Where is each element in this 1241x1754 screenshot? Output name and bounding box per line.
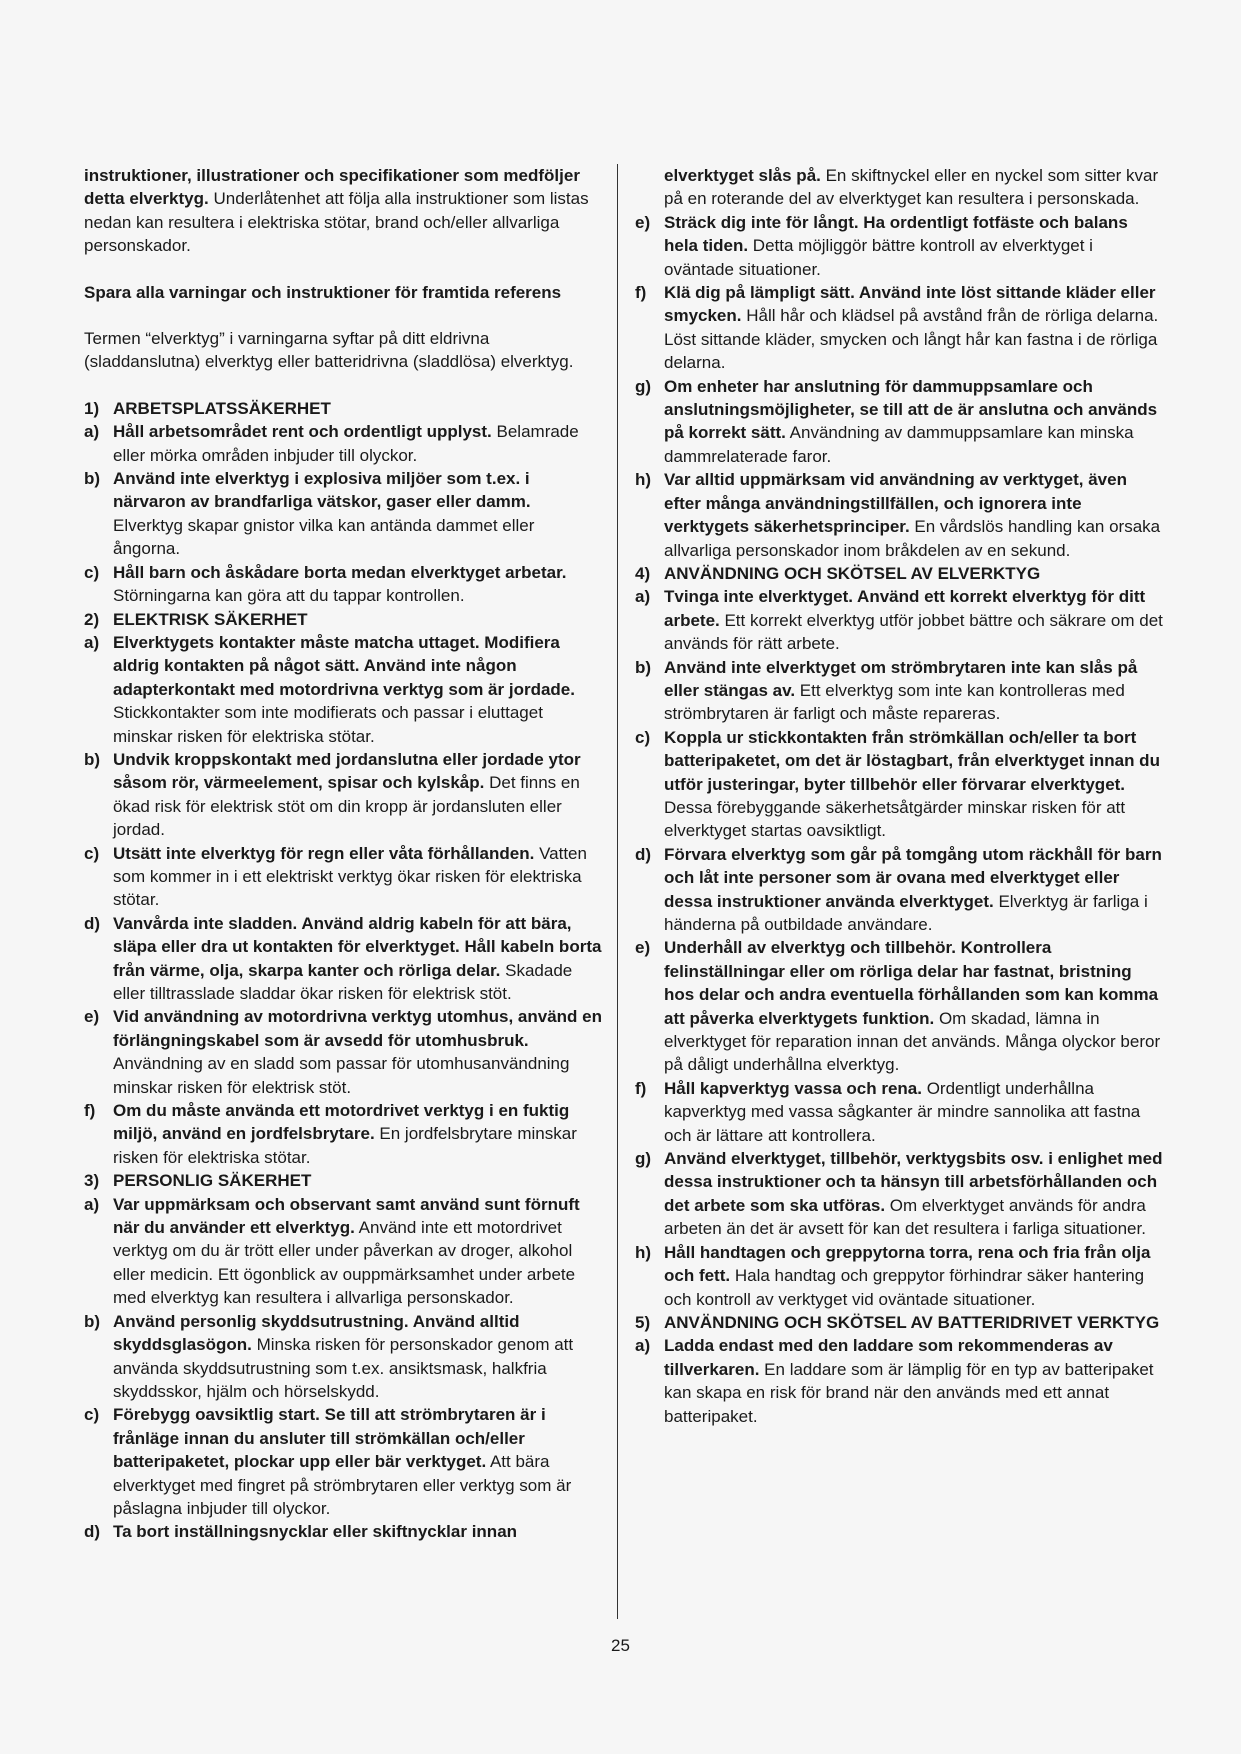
list-item: a) Ladda endast med den laddare som rekommenderas av tillverkaren. En laddare som är lämplig för en typ av batteripaket kan skapa en risk för brand när den används med ett annat batteripaket.	[635, 1336, 1154, 1426]
save-heading: Spara alla varningar och instruktioner för framtida referens	[84, 282, 562, 302]
column-divider	[617, 164, 618, 1619]
list-item: h) Håll handtagen och greppytorna torra, rena och fria från olja och fett. Hala handtag och greppytor förhindrar säker hantering och kontroll av verktyget vid oväntade situationer.	[635, 1242, 1151, 1309]
list-item: f) Håll kapverktyg vassa och rena. Ordentligt underhållna kapverktyg med vassa sågkanter är mindre sannolika att fastna och är lättare att kontrollera.	[635, 1078, 1141, 1145]
list-item-continued: elverktyget slås på. En skiftnyckel eller en nyckel som sitter kvar på en roterande del av elverktyget kan resultera i personskada.	[664, 166, 1159, 209]
list-item: d) Förvara elverktyg som går på tomgång utom räckhåll för barn och låt inte personer som är ovana med elverktyget eller dessa instruktioner använda elverktyget. Elverktyg är farliga i händerna på outbildade användare.	[635, 844, 1162, 934]
list-item: b) Använd inte elverktyget om strömbrytaren inte kan slås på eller stängas av. Ett elverktyg som inte kan kontrolleras med strömbrytaren är farligt och måste repareras.	[635, 657, 1138, 724]
list-item: c) Förebygg oavsiktlig start. Se till att strömbrytaren är i frånläge innan du ansluter till strömkällan och/eller batteripaketet, plockar upp eller bär verktyget. Att bära elverktyget med fingret på strömbrytaren eller verktyg som är påslagna inbjuder till olyckor.	[84, 1405, 572, 1518]
list-item: d) Ta bort inställningsnycklar eller skiftnycklar innan	[84, 1522, 518, 1542]
section-heading-3: 3) PERSONLIG SÄKERHET	[84, 1171, 312, 1191]
intro-paragraph: instruktioner, illustrationer och specifikationer som medföljer detta elverktyg. Underlåtenhet att följa alla instruktioner som listas nedan kan resultera i elektriska stötar, brand och/eller allvarliga personskador.	[84, 166, 589, 256]
list-item: h) Var alltid uppmärksam vid användning av verktyget, även efter många användningstillfällen, och ignorera inte verktygets säkerhetsprinciper. En vårdslös handling kan orsaka allvarliga personskador inom bråkdelen av en sekund.	[635, 470, 1161, 560]
left-column	[84, 164, 604, 1544]
section-heading-1: 1) ARBETSPLATSSÄKERHET	[84, 398, 331, 418]
list-item: a) Tvinga inte elverktyget. Använd ett korrekt elverktyg för ditt arbete. Ett korrekt elverktyg utför jobbet bättre och säkrare om det används för rätt arbete.	[635, 587, 1163, 654]
list-item: a) Var uppmärksam och observant samt använd sunt förnuft när du använder ett elverktyg. Använd inte ett motordrivet verktyg om du är trött eller under påverkan av droger, alkohol eller medicin. Ett ögonblick av ouppmärksamhet under arbete med elverktyg kan resultera i allvarliga personskador.	[84, 1194, 580, 1308]
list-item: g) Använd elverktyget, tillbehör, verktygsbits osv. i enlighet med dessa instruktioner och ta hänsyn till arbetsförhållanden och det arbete som ska utföras. Om elverktyget används för andra arbeten än det är avsett för kan det resultera i farliga situationer.	[635, 1149, 1163, 1239]
list-item: c) Utsätt inte elverktyg för regn eller våta förhållanden. Vatten som kommer in i ett elektriskt verktyg ökar risken för elektriska stötar.	[84, 843, 587, 910]
list-item: a) Elverktygets kontakter måste matcha uttaget. Modifiera aldrig kontakten på något sätt. Använd inte någon adapterkontakt med motordrivna verktyg som är jordade. Stickkontakter som inte modifierats och passar i eluttaget minskar risken för elektriska stötar.	[84, 632, 575, 746]
list-item: e) Vid användning av motordrivna verktyg utomhus, använd en förlängningskabel som är avsedd för utomhusbruk. Användning av en sladd som passar för utomhusanvändning minskar risken för elektrisk stöt.	[84, 1007, 603, 1097]
section-heading-5: 5) ANVÄNDNING OCH SKÖTSEL AV BATTERIDRIVET VERKTYG	[635, 1312, 1160, 1332]
list-item: c) Håll barn och åskådare borta medan elverktyget arbetar. Störningarna kan göra att du tappar kontrollen.	[84, 562, 567, 606]
list-item: a) Håll arbetsområdet rent och ordentligt upplyst. Belamrade eller mörka områden inbjuder till olyckor.	[84, 422, 579, 465]
term-paragraph: Termen “elverktyg” i varningarna syftar på ditt eldrivna (sladdanslutna) elverktyg eller batteridrivna (sladdlösa) elverktyg.	[84, 329, 574, 372]
section-heading-4: 4) ANVÄNDNING OCH SKÖTSEL AV ELVERKTYG	[635, 563, 1041, 583]
list-item: c) Koppla ur stickkontakten från strömkällan och/eller ta bort batteripaketet, om det är löstagbart, från elverktyget innan du utför justeringar, byter tillbehör eller förvarar elverktyget. Dessa förebyggande säkerhetsåtgärder minskar risken för att elverktyget startas oavsiktligt.	[635, 727, 1160, 841]
list-item: f) Om du måste använda ett motordrivet verktyg i en fuktig miljö, använd en jordfelsbrytare. En jordfelsbrytare minskar risken för elektriska stötar.	[84, 1101, 577, 1167]
list-item: b) Använd personlig skyddsutrustning. Använd alltid skyddsglasögon. Minska risken för personskador genom att använda skyddsutrustning som t.ex. ansiktsmask, halkfria skyddsskor, hjälm och hörselskydd.	[84, 1311, 574, 1401]
section-heading-2: 2) ELEKTRISK SÄKERHET	[84, 609, 308, 629]
list-item: e) Underhåll av elverktyg och tillbehör. Kontrollera felinställningar eller om rörliga delar har fastnat, bristning hos delar och andra eventuella förhållanden som kan komma att påverka elverktygets funktion. Om skadad, lämna in elverktyget för reparation innan det används. Många olyckor beror på dåligt underhållna elverktyg.	[635, 938, 1161, 1075]
list-item: b) Undvik kroppskontakt med jordanslutna eller jordade ytor såsom rör, värmeelement, spisar och kylskåp. Det finns en ökad risk för elektrisk stöt om din kropp är jordansluten eller jordad.	[84, 749, 581, 840]
list-item: d) Vanvårda inte sladden. Använd aldrig kabeln för att bära, släpa eller dra ut kontakten för elverktyget. Håll kabeln borta från värme, olja, skarpa kanter och rörliga delar. Skadade eller tilltrasslade sladdar ökar risken för elektrisk stöt.	[84, 913, 602, 1003]
right-column	[635, 164, 1165, 1428]
list-item: f) Klä dig på lämpligt sätt. Använd inte löst sittande kläder eller smycken. Håll hår och klädsel på avstånd från de rörliga delarna. Löst sittande kläder, smycken och långt hår kan fastna i de rörliga delarna.	[635, 283, 1159, 373]
list-item: b) Använd inte elverktyg i explosiva miljöer som t.ex. i närvaron av brandfarliga vätskor, gaser eller damm. Elverktyg skapar gnistor vilka kan antända dammet eller ångorna.	[84, 469, 535, 559]
list-item: e) Sträck dig inte för långt. Ha ordentligt fotfäste och balans hela tiden. Detta möjliggör bättre kontroll av elverktyget i oväntade situationer.	[635, 212, 1128, 279]
page-number: 25	[611, 1636, 630, 1655]
list-item: g) Om enheter har anslutning för dammuppsamlare och anslutningsmöjligheter, se till att de är anslutna och används på korrekt sätt. Användning av dammuppsamlare kan minska dammrelaterade faror.	[635, 376, 1158, 466]
